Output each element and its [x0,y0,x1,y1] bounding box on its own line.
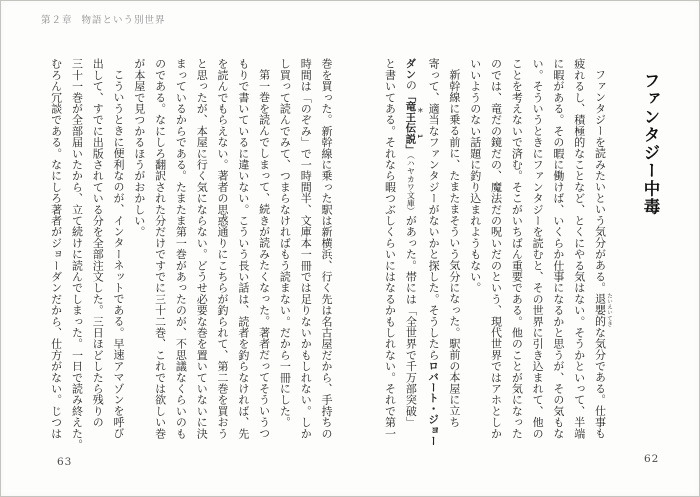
text-column [506,58,527,460]
text-column [66,58,87,460]
text-run: 新幹線に乗る前に、たまたまそういう気分になった。駅前の本屋に立ち [447,69,461,428]
text-run: と思ったが、本屋に行く気にならない。どうせ必要な巻を置いていないに決 [195,58,209,439]
text-run: があった。帯には「全世界で千万部突破」 [404,214,418,428]
text-run: こういうときに便利なのが、インターネットである。早速アマゾンを呼び [112,69,126,439]
text-run: ことを考えないで済む。そこがいちばん重要である。他のことが気になった [510,58,524,439]
furigana: たいえいてき [606,293,612,327]
text-run: 第一巻を読んでしまって、続きが読みたくなった。著者だってそういうつ [257,69,271,439]
text-column [589,58,612,460]
text-run: と書いてある。それなら暇つぶしくらいにはなるかもしれない。それで第一 [383,58,397,439]
text-run: 時間は「のぞみ」で一時間半、文庫本一冊では足りないかもしれない。しか [299,58,313,439]
text-run: が本屋で見つかるほうがおかしい。 [132,58,146,238]
text-run: ダン [404,58,417,80]
text-column [443,58,464,460]
text-run: の [404,79,418,91]
text-run: ファンタジーを読みたいという気分がある。 [593,69,607,293]
text-run: し買って読んでみて、つまらなければもう読まない。だから一冊にした。 [278,58,292,428]
text-column [485,58,506,460]
text-run: 寄って、適当なファンタジーがないかと探した。そうしたら [427,58,441,361]
page-number-left: 63 [57,456,73,468]
text-run: のである。なにしろ翻訳された分だけですでに三十二巻、これでは欲しい巻 [153,58,167,439]
text-run: 三十一巻が全部届いたから、立て続けに読んでしまった。一日で読み終えた。 [70,58,84,450]
text-column [128,58,149,460]
text-run: 「 [404,90,417,102]
text-column [107,58,128,460]
text-column [547,58,568,460]
text-run: を読んでもらえない。著者の思惑通りにこちらが釣られて、第二巻を買おう [216,58,230,439]
text-run: 疲れるし、積極的なことなど、とくにやる気はない。そうかといって、半端 [572,58,586,439]
text-run: に暇がある。その暇に働けば、いくらか仕事になるかと思うが、その気もな [551,58,565,439]
text-column [568,58,589,460]
text-run: い。そういうときにファンタジーを読むと、その世界に引き込まれて、他の [531,58,545,439]
text-column [379,58,400,460]
text-column [149,58,170,460]
text-column [86,58,107,460]
text-run: 巻を買った。新幹線に乗った駅は新横浜、行く先は名古屋だから、手持ちの [320,58,333,439]
text-run: ロバート・ジョー [427,360,440,447]
running-head [41,12,166,26]
text-run: （ハヤカワ文庫） [406,154,416,215]
text-column [422,58,443,460]
text-column [170,58,191,460]
text-column [315,58,336,460]
text-column [45,58,66,460]
page-number-right: 62 [644,453,660,465]
text-run: 」 [404,144,417,155]
running-head-section: 物語という別世界 [81,15,166,26]
text-column [464,58,485,460]
left-page-text [44,58,336,460]
right-page-text [379,58,661,460]
text-run: むろん冗談である。なにしろ著者がジョーダンだから、仕方がない。じつは [49,58,63,439]
text-run: 竜王伝説 ＊1 [404,101,423,145]
text-run: 退嬰的 たいえいてき [593,293,612,327]
text-column [274,58,295,460]
footnote-marker: ＊1 [415,101,423,145]
text-run: もりで書いているに違いない。こういう長い話は、読者を釣らなければ、先 [236,58,250,439]
text-column [232,58,253,460]
text-column [211,58,232,460]
text-run: まっているからである。たまたま第一巻があったのが、不思議なくらいのも [174,58,188,439]
text-run: 出して、すでに出版されている分を全部注文した。三日ほどしたら残りの [91,58,105,428]
text-column [400,58,423,460]
text-column [190,58,211,460]
text-column [526,58,547,460]
text-run: いいようのない話題に釣り込まれようもない。 [468,58,482,294]
section-title: ファンタジー中毒 [641,72,660,216]
running-head-chapter: 第２章 [41,15,73,26]
text-run: のでは、竜だの鏡だの、魔法だの呪いだのという、現代世界ではアホとしか [489,58,503,439]
text-run: な気分である。仕事も [593,326,607,439]
text-column [294,58,315,460]
text-column [253,58,274,460]
